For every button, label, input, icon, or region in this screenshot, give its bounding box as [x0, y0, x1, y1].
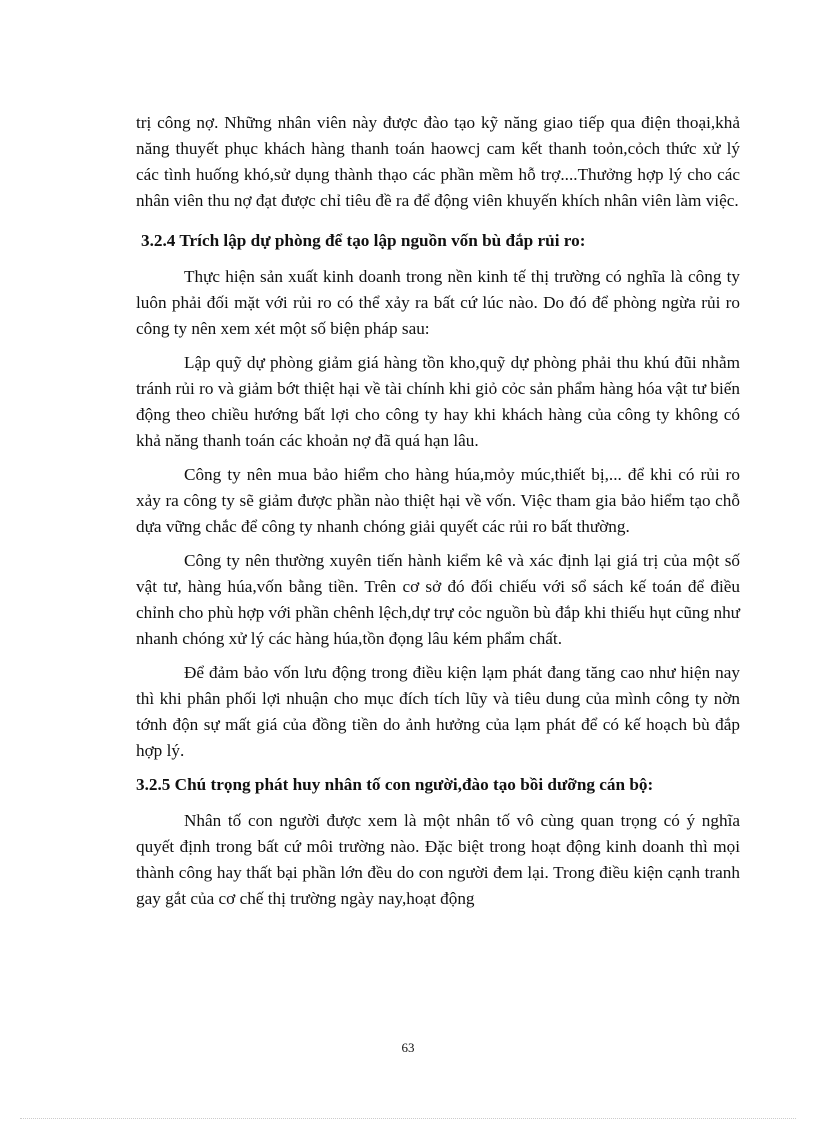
paragraph: Thực hiện sản xuất kinh doanh trong nền kinh tế thị trường có nghĩa là công ty luôn phải đối mặt với rủi ro có thể xảy ra bất cứ lúc nào. Do đó để phòng ngừa rủi ro công ty nên xem xét một số biện pháp sau:	[136, 267, 740, 338]
page-bottom-divider	[20, 1118, 796, 1119]
paragraph: Lập quỹ dự phòng giảm giá hàng tồn kho,quỹ dự phòng phải thu khú đũi nhằm tránh rủi ro và giảm bớt thiệt hại về tài chính khi giỏ cỏc sản phẩm hàng hóa vật tư biến động theo chiều hướng bất lợi cho công ty hay khi khách hàng của công ty không có khả năng thanh toán các khoản nợ đã quá hạn lâu.	[136, 353, 740, 450]
paragraph: Nhân tố con người được xem là một nhân tố vô cùng quan trọng có ý nghĩa quyết định trong bất cứ môi trường nào. Đặc biệt trong hoạt động kinh doanh thì mọi thành công hay thất bại phần lớn đều do con người đem lại. Trong điều kiện cạnh tranh gay gắt của cơ chế thị trường ngày nay,hoạt động	[136, 811, 740, 908]
paragraph: Để đảm bảo vốn lưu động trong điều kiện lạm phát đang tăng cao như hiện nay thì khi phân phối lợi nhuận cho mục đích tích lũy và tiêu dung của mình công ty nờn tớnh độn sự mất giá của đồng tiền do ảnh hưởng của lạm phát để có kế hoạch bù đắp hợp lý.	[136, 663, 740, 760]
section-heading-3-2-5: 3.2.5 Chú trọng phát huy nhân tố con người,đào tạo bồi dưỡng cán bộ:	[136, 775, 654, 794]
paragraph: Công ty nên mua bảo hiểm cho hàng húa,mỏy múc,thiết bị,... để khi có rủi ro xảy ra công ty sẽ giảm được phần nào thiệt hại về vốn. Việc tham gia bảo hiểm tạo chỗ dựa vững chắc để công ty nhanh chóng giải quyết các rủi ro bất thường.	[136, 465, 740, 536]
paragraph-continuation: trị công nợ. Những nhân viên này được đào tạo kỹ năng giao tiếp qua điện thoại,khả năng thuyết phục khách hàng thanh toán haowcj cam kết thanh toỏn,cỏch thức xử lý các tình huống khó,sử dụng thành thạo các phần mềm hỗ trợ....Thưởng hợp lý cho các nhân viên thu nợ đạt được chỉ tiêu đề ra để động viên khuyến khích nhân viên làm việc.	[136, 113, 740, 210]
section-heading-3-2-4: 3.2.4 Trích lập dự phòng để tạo lập nguồn vốn bù đắp rủi ro:	[141, 231, 586, 250]
paragraph: Công ty nên thường xuyên tiến hành kiểm kê và xác định lại giá trị của một số vật tư, hàng húa,vốn bằng tiền. Trên cơ sở đó đối chiếu với sổ sách kế toán để điều chỉnh cho phù hợp với phần chênh lệch,dự trự cỏc nguồn bù đắp khi thiếu hụt cũng như nhanh chóng xử lý các hàng húa,tồn đọng lâu kém phẩm chất.	[136, 551, 740, 648]
page-number: 63	[401, 1040, 415, 1055]
page-body	[136, 110, 740, 920]
